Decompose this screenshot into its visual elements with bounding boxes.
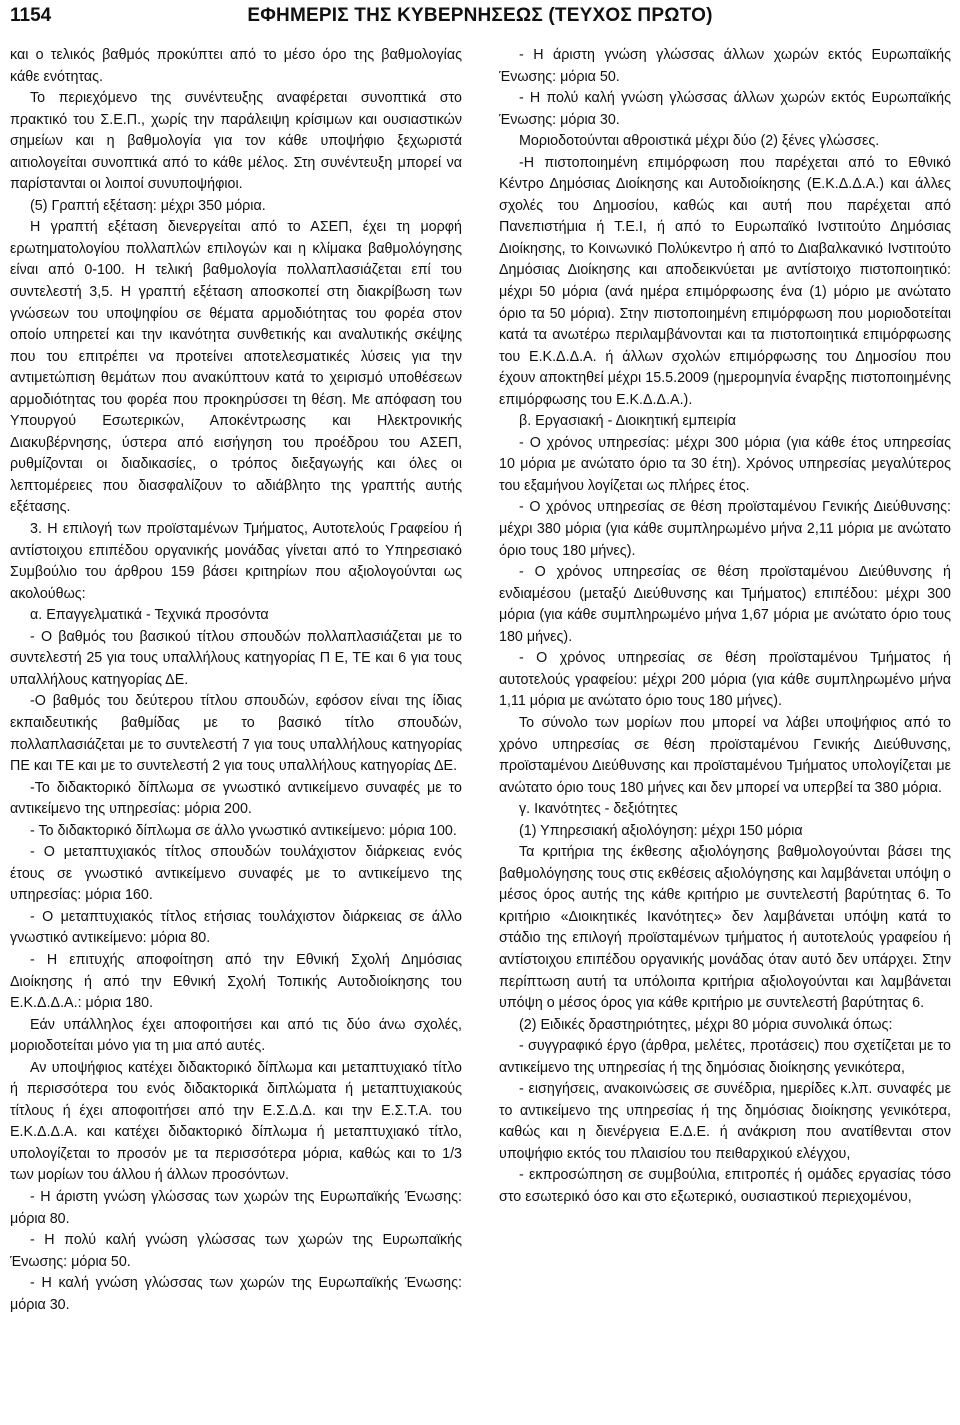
paragraph: - Το διδακτορικό δίπλωμα σε άλλο γνωστικό αντικείμενο: μόρια 100.	[30, 822, 457, 839]
paragraph: - Η πολύ καλή γνώση γλώσσας άλλων χωρών εκτός Ευρωπαϊκής Ένωσης: μόρια 30.	[499, 90, 951, 128]
paragraph: Το σύνολο των μορίων που μπορεί να λάβει υποψήφιος από το χρόνο υπηρεσίας σε θέση προϊσταμένου Γενικής Διεύθυνσης, προϊσταμένου Διεύθυνσης και προϊσταμένου Τμήματος υπολογίζεται με ανώτατο όριο τους 180 μήνες και δεν μπορεί να υπερβεί τα 380 μόρια.	[499, 714, 951, 796]
paragraph: -Η πιστοποιημένη επιμόρφωση που παρέχεται από το Εθνικό Κέντρο Δημόσιας Διοίκησης και Αυτοδιοίκησης (Ε.Κ.Δ.Δ.Α.) και άλλες σχολές του Δημοσίου, καθώς και αυτή που παρέχεται από Πανεπιστήμια ή Τ.Ε.Ι, ή από το Ευρωπαϊκό Ινστιτούτο Δημόσιας Διοίκησης, το Κοινωνικό Πολύκεντρο ή από το Διαβαλκανικό Ινστιτούτο Δημόσιας Διοίκησης και αποδεικνύεται με αντίστοιχο πιστοποιητικό: μέχρι 50 μόρια (ανά ημέρα επιμόρφωσης ένα (1) μόριο με ανώτατο όριο τα 50 μόρια). Στην πιστοποιημένη επιμόρφωση που μοριοδοτείται κατά τα ανωτέρω περιλαμβάνονται και τα πιστοποιητικά επιμόρφωσης του Ε.Κ.Δ.Δ.Α. ή άλλων σχολών επιμόρφωσης του Δημοσίου που έχουν αποκτηθεί μέχρι 15.5.2009 (ημερομηνία έναρξης πιστοποιημένης επιμόρφωσης του Ε.Κ.Δ.Δ.Α.).	[499, 154, 951, 408]
journal-title: ΕΦΗΜΕΡΙΣ ΤΗΣ ΚΥΒΕΡΝΗΣΕΩΣ (ΤΕΥΧΟΣ ΠΡΩΤΟ)	[247, 5, 713, 26]
paragraph: - Η πολύ καλή γνώση γλώσσας των χωρών της Ευρωπαϊκής Ένωσης: μόρια 50.	[10, 1232, 462, 1270]
paragraph: -Ο βαθμός του δεύτερου τίτλου σπουδών, εφόσον είναι της ίδιας εκπαιδευτικής βαθμίδας με το βασικό τίτλο σπουδών, πολλαπλασιάζεται με το συντελεστή 7 για τους υπαλλήλους κατηγορίας ΠΕ και ΤΕ και με το συντελεστή 2 για τους υπαλλήλους κατηγορίας ΔΕ.	[10, 693, 462, 775]
paragraph: - Ο χρόνος υπηρεσίας: μέχρι 300 μόρια (για κάθε έτος υπηρεσίας 10 μόρια με ανώτατο όριο τα 30 έτη). Χρόνος υπηρεσίας μεγαλύτερος του εξαμήνου λογίζεται ως πλήρες έτος.	[499, 434, 951, 494]
paragraph: 3. Η επιλογή των προϊσταμένων Τμήματος, Αυτοτελούς Γραφείου ή αντίστοιχου επιπέδου οργανικής μονάδας γίνεται από το Υπηρεσιακό Συμβούλιο του άρθρου 159 βάσει κριτηρίων που αξιολογούνται ως ακολούθως:	[10, 521, 462, 602]
left-column	[10, 45, 462, 1316]
paragraph: - Η επιτυχής αποφοίτηση από την Εθνική Σχολή Δημόσιας Διοίκησης ή από την Εθνική Σχολή Τοπικής Αυτοδιοίκησης του Ε.Κ.Δ.Δ.Α.: μόρια 180.	[10, 951, 462, 1012]
paragraph: -Το διδακτορικό δίπλωμα σε γνωστικό αντικείμενο συναφές με το αντικείμενο της υπηρεσίας: μόρια 200.	[10, 779, 462, 818]
paragraph: (1) Υπηρεσιακή αξιολόγηση: μέχρι 150 μόρια	[519, 822, 803, 839]
paragraph: - Η καλή γνώση γλώσσας των χωρών της Ευρωπαϊκής Ένωσης: μόρια 30.	[10, 1275, 462, 1313]
paragraph: Το περιεχόμενο της συνέντευξης αναφέρεται συνοπτικά στο πρακτικό του Σ.Ε.Π., χωρίς την παράλειψη κρίσιμων και ουσιαστικών σημείων και η βαθμολογία για τον κάθε υποψήφιο ξεχωριστά αιτιολογείται συνοπτικά από το κάθε μέλος. Στη συνέντευξη μπορεί να παρίστανται οι λοιποί συνυποψήφιοι.	[10, 90, 462, 193]
paragraph: α. Επαγγελματικά - Τεχνικά προσόντα	[30, 607, 269, 624]
paragraph: - Η άριστη γνώση γλώσσας άλλων χωρών εκτός Ευρωπαϊκής Ένωσης: μόρια 50.	[499, 47, 951, 85]
right-column	[499, 45, 951, 1209]
page-number: 1154	[10, 5, 52, 26]
paragraph: - εισηγήσεις, ανακοινώσεις σε συνέδρια, ημερίδες κ.λπ. συναφές με το αντικείμενο της υπηρεσίας ή της δημόσιας διοίκησης γενικότερα, καθώς και η διενέργεια Ε.Δ.Ε. ή ανάκριση που ανατίθενται στον υποψήφιο εκτός του πλαισίου του πειθαρχικού ελέγχου,	[499, 1081, 951, 1162]
paragraph: β. Εργασιακή - Διοικητική εμπειρία	[519, 413, 736, 430]
paragraph: - Ο βαθμός του βασικού τίτλου σπουδών πολλαπλασιάζεται με το συντελεστή 25 για τους υπαλλήλους κατηγορίας Π Ε, ΤΕ και 6 για τους υπαλλήλους κατηγορίας ΔΕ.	[10, 628, 462, 688]
paragraph: (2) Ειδικές δραστηριότητες, μέχρι 80 μόρια συνολικά όπως:	[519, 1016, 893, 1033]
paragraph: Τα κριτήρια της έκθεσης αξιολόγησης βαθμολογούνται βάσει της βαθμολόγησης τους στις εκθέσεις αξιολόγησης και λαμβάνεται υπόψη ο μέσος όρος αυτής της κάθε κριτήριο με συντελεστή βαρύτητας 6. Το κριτήριο «Διοικητικές Ικανότητες» δεν λαμβάνεται υπόψη κατά το στάδιο της επιλογή προϊσταμένων τμήματος ή αυτοτελούς γραφείου ή αντίστοιχου επιπέδου οργανικής μονάδας όταν αυτό δεν υπάρχει. Στην περίπτωση αυτή τα υπόλοιπα κριτήρια αξιολογούνται και λαμβάνεται υπόψη ο μέσος όρος για κάθε κριτήριο με συντελεστή βαρύτητας 6.	[499, 844, 951, 1012]
paragraph: και ο τελικός βαθμός προκύπτει από το μέσο όρο της βαθμολογίας κάθε ενότητας.	[10, 47, 462, 85]
paragraph: (5) Γραπτή εξέταση: μέχρι 350 μόρια.	[30, 197, 266, 214]
paragraph: γ. Ικανότητες - δεξιότητες	[519, 801, 678, 818]
paragraph: - Ο χρόνος υπηρεσίας σε θέση προϊσταμένου Διεύθυνσης ή ενδιαμέσου (μεταξύ Διεύθυνσης και Τμήματος) επιπέδου: μέχρι 300 μόρια (για κάθε συμπληρωμένο μήνα 1,67 μόρια με ανώτατο όριο τους 180 μήνες).	[499, 564, 951, 645]
paragraph: - Ο μεταπτυχιακός τίτλος σπουδών τουλάχιστον διάρκειας ενός έτους σε γνωστικό αντικείμενο συναφές με το αντικείμενο της υπηρεσίας: μόρια 160.	[10, 844, 462, 904]
paragraph: Μοριοδοτούνται αθροιστικά μέχρι δύο (2) ξένες γλώσσες.	[519, 133, 880, 150]
page-header	[10, 5, 950, 37]
paragraph: - Ο χρόνος υπηρεσίας σε θέση προϊσταμένου Γενικής Διεύθυνσης: μέχρι 380 μόρια (για κάθε συμπληρωμένο μήνα 2,11 μόρια με ανώτατο όριο τους 180 μήνες).	[499, 499, 951, 559]
paragraph: - Ο χρόνος υπηρεσίας σε θέση προϊσταμένου Τμήματος ή αυτοτελούς γραφείου: μέχρι 200 μόρια (για κάθε συμπληρωμένο μήνα 1,11 μόρια με ανώτατο όριο τους 180 μήνες).	[499, 650, 951, 710]
paragraph: Εάν υπάλληλος έχει αποφοιτήσει και από τις δύο άνω σχολές, μοριοδοτείται μόνο για τη μια από αυτές.	[10, 1016, 462, 1055]
paragraph: - Ο μεταπτυχιακός τίτλος ετήσιας τουλάχιστον διάρκειας σε άλλο γνωστικό αντικείμενο: μόρια 80.	[10, 908, 462, 947]
paragraph: - συγγραφικό έργο (άρθρα, μελέτες, προτάσεις) που σχετίζεται με το αντικείμενο της υπηρεσίας ή της δημόσιας διοίκησης γενικότερα,	[499, 1038, 951, 1076]
paragraph: Η γραπτή εξέταση διενεργείται από το ΑΣΕΠ, έχει τη μορφή ερωτηματολογίου πολλαπλών επιλογών και η κλίμακα βαθμολόγησης είναι από 0-100. Η τελική βαθμολογία πολλαπλασιάζεται επί του συντελεστή 3,5. Η γραπτή εξέταση αποσκοπεί στη διακρίβωση των γνώσεων του υποψηφίου σε θέματα αρμοδιότητας του φορέα στον οποίο υπηρετεί και την ικανότητα συνθετικής και αναλυτικής σκέψης που του επιτρέπει να προτείνει αποτελεσματικές λύσεις για την αντιμετώπιση θεμάτων που ανακύπτουν κατά το χειρισμό υποθέσεων αρμοδιότητας του φορέα που προκηρύσσει τη θέση. Με απόφαση του Υπουργού Εσωτερικών, Αποκέντρωσης και Ηλεκτρονικής Διακυβέρνησης, ύστερα από εισήγηση του προέδρου του ΑΣΕΠ, ρυθμίζονται οι διαδικασίες, ο τρόπος διεξαγωγής και όλες οι λεπτομέρειες που διασφαλίζουν το αδιάβλητο της γραπτής αυτής εξέτασης.	[10, 219, 462, 516]
paragraph: - εκπροσώπηση σε συμβούλια, επιτροπές ή ομάδες εργασίας τόσο στο εσωτερικό όσο και στο εξωτερικό, ουσιαστικού περιεχομένου,	[499, 1167, 951, 1205]
paragraph: Αν υποψήφιος κατέχει διδακτορικό δίπλωμα και μεταπτυχιακό τίτλο ή περισσότερα του ενός διδακτορικά διπλώματα ή μεταπτυχιακούς τίτλους ή έχει αποφοιτήσει από την Ε.Σ.Δ.Δ. και την Ε.Σ.Τ.Α. του Ε.Κ.Δ.Δ.Α. και κατέχει διδακτορικό δίπλωμα ή μεταπτυχιακό τίτλο, υπολογίζεται το προσόν με τα περισσότερα μόρια, καθώς και το 1/3 των μορίων του άλλου ή άλλων προσόντων.	[10, 1059, 462, 1184]
paragraph: - Η άριστη γνώση γλώσσας των χωρών της Ευρωπαϊκής Ένωσης: μόρια 80.	[10, 1188, 462, 1227]
